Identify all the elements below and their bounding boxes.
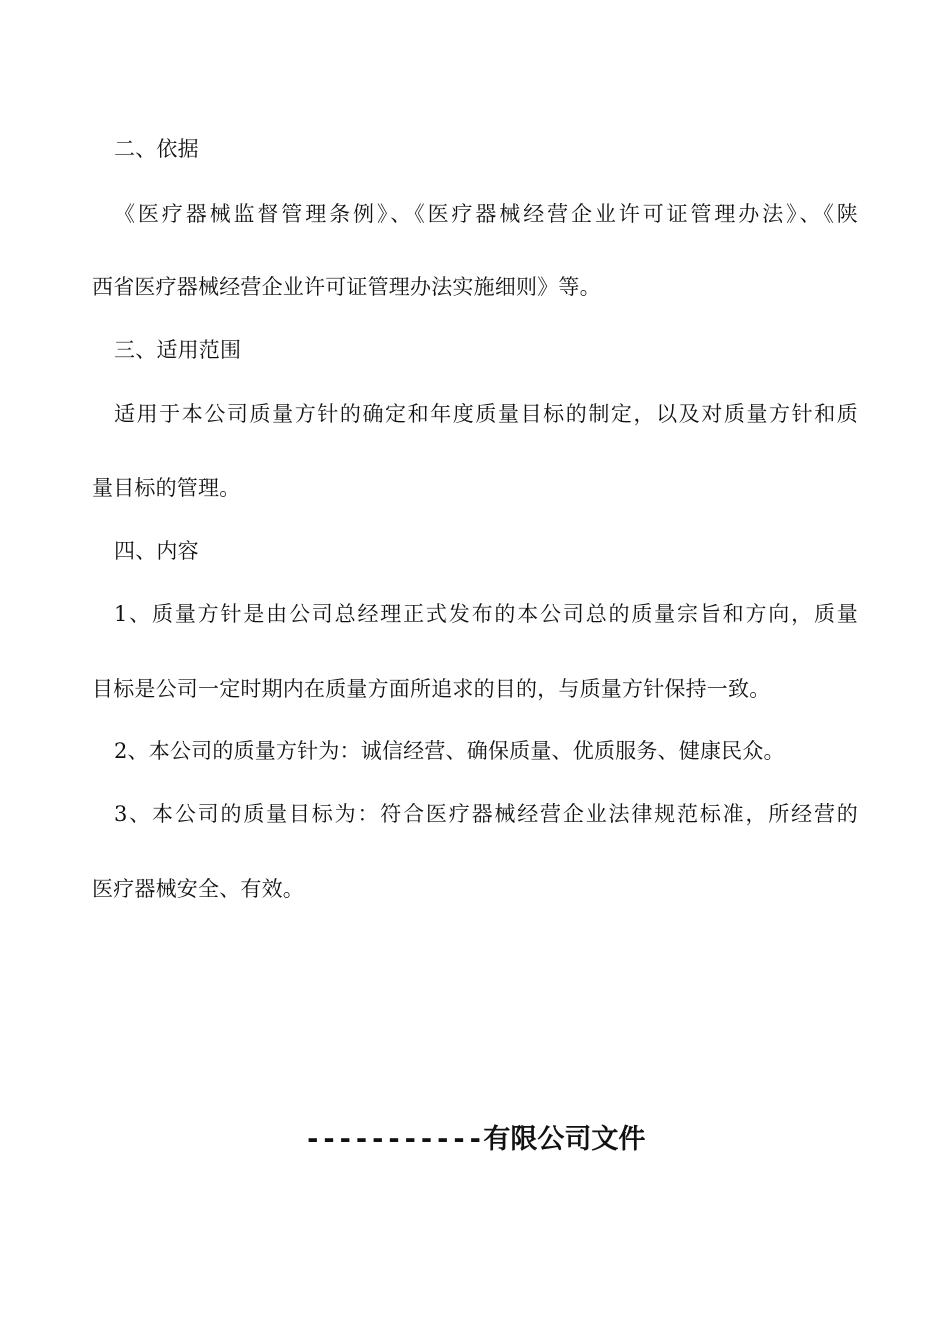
basis-paragraph-line-1: 《医疗器械监督管理条例》、《医疗器械经营企业许可证管理办法》、《陕: [114, 202, 858, 226]
scope-paragraph-line-2: 量目标的管理。: [92, 476, 241, 500]
basis-paragraph-line-2: 西省医疗器械经营企业许可证管理办法实施细则》等。: [92, 275, 601, 299]
company-document-footer: -----------有限公司文件: [304, 1124, 646, 1155]
content-item-1-line-1: 1、质量方针是由公司总经理正式发布的本公司总的质量宗旨和方向，质量: [114, 602, 858, 626]
section-heading-content: 四、内容: [114, 539, 199, 563]
section-heading-basis: 二、依据: [114, 137, 199, 161]
section-heading-scope: 三、适用范围: [114, 338, 242, 362]
content-item-2: 2、本公司的质量方针为：诚信经营、确保质量、优质服务、健康民众。: [114, 739, 785, 763]
content-item-3-line-1: 3、本公司的质量目标为：符合医疗器械经营企业法律规范标准，所经营的: [114, 802, 858, 826]
scope-paragraph-line-1: 适用于本公司质量方针的确定和年度质量目标的制定，以及对质量方针和质: [114, 402, 858, 426]
content-item-1-line-2: 目标是公司一定时期内在质量方面所追求的目的，与质量方针保持一致。: [92, 677, 771, 701]
content-item-3-line-2: 医疗器械安全、有效。: [92, 877, 304, 901]
